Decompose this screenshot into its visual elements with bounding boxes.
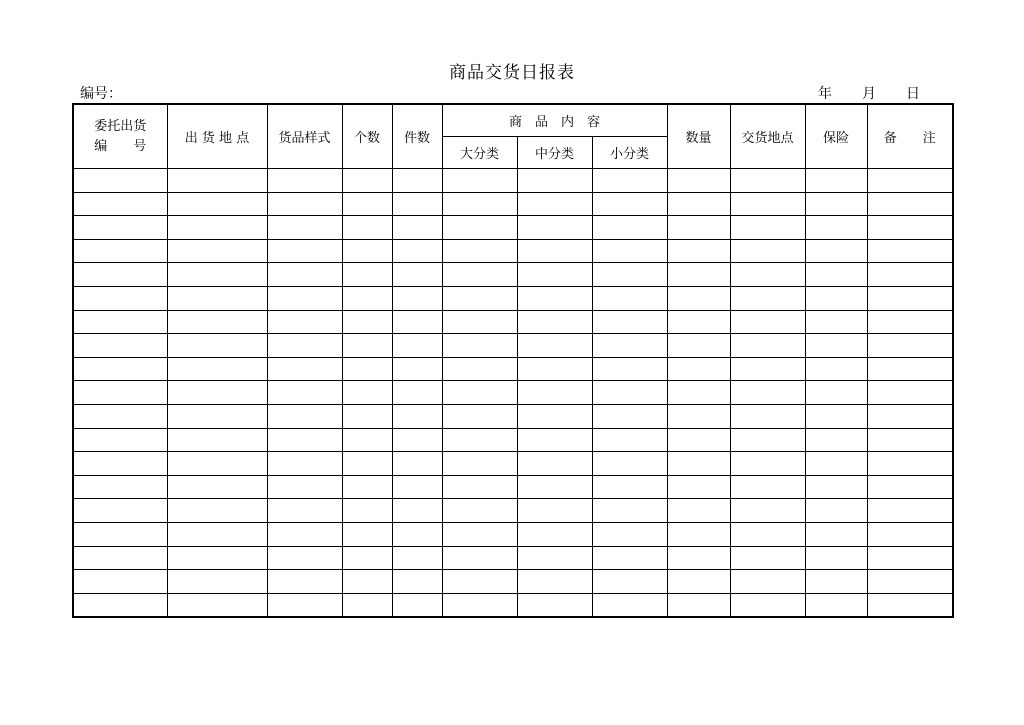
table-cell[interactable] xyxy=(805,475,867,499)
table-cell[interactable] xyxy=(730,546,805,570)
table-cell[interactable] xyxy=(517,334,592,358)
table-cell[interactable] xyxy=(805,452,867,476)
table-row xyxy=(73,239,953,263)
table-cell[interactable] xyxy=(73,428,167,452)
table-cell[interactable] xyxy=(667,570,730,594)
table-cell[interactable] xyxy=(392,381,442,405)
table-row xyxy=(73,310,953,334)
table-cell[interactable] xyxy=(342,192,392,216)
table-cell[interactable] xyxy=(73,334,167,358)
table-cell[interactable] xyxy=(267,499,342,523)
table-cell[interactable] xyxy=(342,169,392,193)
table-cell[interactable] xyxy=(517,593,592,617)
table-cell[interactable] xyxy=(392,310,442,334)
table-cell[interactable] xyxy=(73,381,167,405)
table-cell[interactable] xyxy=(342,357,392,381)
table-cell[interactable] xyxy=(592,169,667,193)
delivery-report-table xyxy=(72,103,954,618)
table-cell[interactable] xyxy=(867,263,953,287)
table-cell[interactable] xyxy=(442,522,517,546)
table-body xyxy=(73,169,953,618)
header-delivery-location: 交货地点 xyxy=(730,104,805,169)
table-cell[interactable] xyxy=(867,522,953,546)
table-cell[interactable] xyxy=(392,452,442,476)
table-cell[interactable] xyxy=(517,263,592,287)
header-content-group: 商 品 内 容 xyxy=(442,104,667,137)
table-cell[interactable] xyxy=(805,334,867,358)
table-cell[interactable] xyxy=(392,169,442,193)
table-cell[interactable] xyxy=(342,570,392,594)
table-cell[interactable] xyxy=(167,546,267,570)
table-cell[interactable] xyxy=(667,404,730,428)
table-row xyxy=(73,192,953,216)
table-cell[interactable] xyxy=(342,546,392,570)
table-cell[interactable] xyxy=(392,192,442,216)
table-cell[interactable] xyxy=(730,216,805,240)
table-cell[interactable] xyxy=(805,169,867,193)
table-cell[interactable] xyxy=(442,239,517,263)
table-cell[interactable] xyxy=(167,499,267,523)
table-cell[interactable] xyxy=(442,192,517,216)
table-cell[interactable] xyxy=(342,286,392,310)
table-cell[interactable] xyxy=(342,381,392,405)
table-cell[interactable] xyxy=(267,381,342,405)
table-cell[interactable] xyxy=(517,499,592,523)
table-cell[interactable] xyxy=(442,593,517,617)
table-cell[interactable] xyxy=(267,192,342,216)
header-mid-class: 中分类 xyxy=(517,137,592,169)
table-cell[interactable] xyxy=(342,263,392,287)
header-ship-location: 出 货 地 点 xyxy=(167,104,267,169)
table-cell[interactable] xyxy=(805,239,867,263)
table-cell[interactable] xyxy=(442,452,517,476)
table-cell[interactable] xyxy=(442,334,517,358)
table-cell[interactable] xyxy=(592,499,667,523)
table-cell[interactable] xyxy=(592,546,667,570)
header-goods-style: 货品样式 xyxy=(267,104,342,169)
table-cell[interactable] xyxy=(517,404,592,428)
table-cell[interactable] xyxy=(73,216,167,240)
header-consign-number xyxy=(73,104,167,169)
table-cell[interactable] xyxy=(730,357,805,381)
header-count: 个数 xyxy=(342,104,392,169)
table-cell[interactable] xyxy=(592,522,667,546)
table-cell[interactable] xyxy=(342,334,392,358)
table-cell[interactable] xyxy=(517,452,592,476)
table-cell[interactable] xyxy=(267,357,342,381)
header-minor-class: 小分类 xyxy=(592,137,667,169)
table-cell[interactable] xyxy=(730,310,805,334)
table-cell[interactable] xyxy=(867,570,953,594)
table-row xyxy=(73,216,953,240)
table-cell[interactable] xyxy=(517,169,592,193)
table-cell[interactable] xyxy=(167,310,267,334)
table-cell[interactable] xyxy=(342,522,392,546)
table-cell[interactable] xyxy=(730,192,805,216)
table-cell[interactable] xyxy=(392,286,442,310)
table-cell[interactable] xyxy=(867,428,953,452)
table-cell[interactable] xyxy=(267,428,342,452)
table-cell[interactable] xyxy=(805,263,867,287)
table-cell[interactable] xyxy=(592,570,667,594)
header-major-class: 大分类 xyxy=(442,137,517,169)
table-cell[interactable] xyxy=(167,169,267,193)
table-cell[interactable] xyxy=(730,452,805,476)
table-cell[interactable] xyxy=(342,475,392,499)
table-cell[interactable] xyxy=(667,546,730,570)
table-cell[interactable] xyxy=(730,286,805,310)
table-cell[interactable] xyxy=(667,286,730,310)
document-number-label: 编号： xyxy=(80,86,122,102)
table-row xyxy=(73,381,953,405)
table-cell[interactable] xyxy=(73,239,167,263)
table-row xyxy=(73,522,953,546)
table-cell[interactable] xyxy=(442,357,517,381)
table-cell[interactable] xyxy=(517,428,592,452)
table-cell[interactable] xyxy=(73,522,167,546)
table-cell[interactable] xyxy=(867,286,953,310)
table-cell[interactable] xyxy=(267,169,342,193)
table-cell[interactable] xyxy=(805,381,867,405)
table-cell[interactable] xyxy=(730,499,805,523)
table-cell[interactable] xyxy=(442,475,517,499)
table-cell[interactable] xyxy=(867,381,953,405)
table-cell[interactable] xyxy=(442,169,517,193)
table-cell[interactable] xyxy=(517,239,592,263)
table-cell[interactable] xyxy=(392,593,442,617)
table-cell[interactable] xyxy=(667,499,730,523)
table-cell[interactable] xyxy=(167,404,267,428)
table-cell[interactable] xyxy=(167,522,267,546)
table-cell[interactable] xyxy=(392,522,442,546)
table-cell[interactable] xyxy=(267,310,342,334)
table-cell[interactable] xyxy=(592,593,667,617)
table-cell[interactable] xyxy=(805,499,867,523)
table-cell[interactable] xyxy=(517,286,592,310)
table-cell[interactable] xyxy=(730,169,805,193)
table-cell[interactable] xyxy=(73,169,167,193)
table-cell[interactable] xyxy=(667,169,730,193)
year-label: 年 xyxy=(818,86,832,102)
table-cell[interactable] xyxy=(167,381,267,405)
table-row xyxy=(73,475,953,499)
table-row xyxy=(73,428,953,452)
table-cell[interactable] xyxy=(867,593,953,617)
table-cell[interactable] xyxy=(73,286,167,310)
table-cell[interactable] xyxy=(667,216,730,240)
table-cell[interactable] xyxy=(442,546,517,570)
table-cell[interactable] xyxy=(730,404,805,428)
table-cell[interactable] xyxy=(867,404,953,428)
date-label xyxy=(818,83,920,103)
table-cell[interactable] xyxy=(730,239,805,263)
table-cell[interactable] xyxy=(867,546,953,570)
table-cell[interactable] xyxy=(805,286,867,310)
table-cell[interactable] xyxy=(517,522,592,546)
table-cell[interactable] xyxy=(667,239,730,263)
table-cell[interactable] xyxy=(267,263,342,287)
table-cell[interactable] xyxy=(392,216,442,240)
table-cell[interactable] xyxy=(730,522,805,546)
table-cell[interactable] xyxy=(667,310,730,334)
table-cell[interactable] xyxy=(73,404,167,428)
table-cell[interactable] xyxy=(867,452,953,476)
table-cell[interactable] xyxy=(517,310,592,334)
table-cell[interactable] xyxy=(73,192,167,216)
table-cell[interactable] xyxy=(267,593,342,617)
table-cell[interactable] xyxy=(392,499,442,523)
table-cell[interactable] xyxy=(592,192,667,216)
table-cell[interactable] xyxy=(167,216,267,240)
header-consign-line1: 委托出货 xyxy=(94,118,147,134)
table-cell[interactable] xyxy=(167,286,267,310)
table-cell[interactable] xyxy=(167,570,267,594)
table-cell[interactable] xyxy=(267,286,342,310)
table-cell[interactable] xyxy=(592,239,667,263)
table-cell[interactable] xyxy=(442,381,517,405)
table-cell[interactable] xyxy=(267,334,342,358)
table-cell[interactable] xyxy=(267,546,342,570)
table-cell[interactable] xyxy=(267,239,342,263)
table-cell[interactable] xyxy=(667,192,730,216)
table-cell[interactable] xyxy=(167,475,267,499)
table-cell[interactable] xyxy=(730,263,805,287)
table-cell[interactable] xyxy=(267,570,342,594)
table-cell[interactable] xyxy=(392,546,442,570)
table-row xyxy=(73,499,953,523)
table-cell[interactable] xyxy=(667,381,730,405)
table-row xyxy=(73,404,953,428)
table-cell[interactable] xyxy=(805,216,867,240)
table-row xyxy=(73,452,953,476)
table-cell[interactable] xyxy=(73,475,167,499)
table-cell[interactable] xyxy=(730,334,805,358)
table-cell[interactable] xyxy=(342,499,392,523)
table-cell[interactable] xyxy=(392,570,442,594)
table-cell[interactable] xyxy=(805,570,867,594)
table-cell[interactable] xyxy=(592,357,667,381)
table-cell[interactable] xyxy=(667,452,730,476)
table-cell[interactable] xyxy=(342,216,392,240)
table-cell[interactable] xyxy=(867,475,953,499)
table-cell[interactable] xyxy=(867,334,953,358)
table-row xyxy=(73,169,953,193)
table-cell[interactable] xyxy=(592,428,667,452)
table-cell[interactable] xyxy=(442,216,517,240)
table-cell[interactable] xyxy=(592,334,667,358)
table-cell[interactable] xyxy=(73,452,167,476)
table-cell[interactable] xyxy=(667,357,730,381)
table-cell[interactable] xyxy=(73,570,167,594)
table-cell[interactable] xyxy=(805,522,867,546)
table-cell[interactable] xyxy=(392,357,442,381)
table-cell[interactable] xyxy=(592,452,667,476)
table-cell[interactable] xyxy=(805,593,867,617)
table-cell[interactable] xyxy=(867,499,953,523)
table-cell[interactable] xyxy=(392,239,442,263)
table-cell[interactable] xyxy=(167,334,267,358)
table-cell[interactable] xyxy=(267,522,342,546)
table-cell[interactable] xyxy=(342,452,392,476)
table-cell[interactable] xyxy=(167,192,267,216)
table-cell[interactable] xyxy=(667,334,730,358)
table-cell[interactable] xyxy=(805,192,867,216)
table-cell[interactable] xyxy=(667,522,730,546)
table-cell[interactable] xyxy=(667,475,730,499)
table-cell[interactable] xyxy=(392,404,442,428)
table-cell[interactable] xyxy=(517,546,592,570)
table-cell[interactable] xyxy=(867,357,953,381)
table-cell[interactable] xyxy=(342,593,392,617)
table-row xyxy=(73,263,953,287)
table-cell[interactable] xyxy=(517,381,592,405)
table-cell[interactable] xyxy=(442,428,517,452)
table-cell[interactable] xyxy=(592,475,667,499)
table-cell[interactable] xyxy=(167,452,267,476)
table-cell[interactable] xyxy=(867,216,953,240)
header-insurance: 保险 xyxy=(805,104,867,169)
table-row xyxy=(73,593,953,617)
table-cell[interactable] xyxy=(392,428,442,452)
table-cell[interactable] xyxy=(730,570,805,594)
table-cell[interactable] xyxy=(267,404,342,428)
table-cell[interactable] xyxy=(592,216,667,240)
table-row xyxy=(73,570,953,594)
table-cell[interactable] xyxy=(73,546,167,570)
table-cell[interactable] xyxy=(517,357,592,381)
header-row xyxy=(73,104,953,137)
table-cell[interactable] xyxy=(592,381,667,405)
table-cell[interactable] xyxy=(805,428,867,452)
table-cell[interactable] xyxy=(592,404,667,428)
table-cell[interactable] xyxy=(267,452,342,476)
table-cell[interactable] xyxy=(867,239,953,263)
table-cell[interactable] xyxy=(392,475,442,499)
table-cell[interactable] xyxy=(442,263,517,287)
table-cell[interactable] xyxy=(730,381,805,405)
table-cell[interactable] xyxy=(517,216,592,240)
table-cell[interactable] xyxy=(730,428,805,452)
table-cell[interactable] xyxy=(73,263,167,287)
table-cell[interactable] xyxy=(73,310,167,334)
table-cell[interactable] xyxy=(167,428,267,452)
table-cell[interactable] xyxy=(267,216,342,240)
table-cell[interactable] xyxy=(730,593,805,617)
table-cell[interactable] xyxy=(867,169,953,193)
table-cell[interactable] xyxy=(442,286,517,310)
table-cell[interactable] xyxy=(442,404,517,428)
table-cell[interactable] xyxy=(667,428,730,452)
table-cell[interactable] xyxy=(73,499,167,523)
table-cell[interactable] xyxy=(592,286,667,310)
header-quantity: 数量 xyxy=(667,104,730,169)
table-cell[interactable] xyxy=(517,570,592,594)
month-label: 月 xyxy=(862,86,876,102)
table-row xyxy=(73,334,953,358)
table-cell[interactable] xyxy=(517,475,592,499)
table-cell[interactable] xyxy=(392,263,442,287)
table-cell[interactable] xyxy=(167,239,267,263)
table-cell[interactable] xyxy=(342,239,392,263)
page-title: 商品交货日报表 xyxy=(449,63,575,83)
table-cell[interactable] xyxy=(442,499,517,523)
table-row xyxy=(73,357,953,381)
table-cell[interactable] xyxy=(73,357,167,381)
header-pieces: 件数 xyxy=(392,104,442,169)
table-cell[interactable] xyxy=(805,357,867,381)
table-cell[interactable] xyxy=(667,593,730,617)
table-cell[interactable] xyxy=(342,428,392,452)
table-cell[interactable] xyxy=(592,263,667,287)
table-cell[interactable] xyxy=(342,310,392,334)
header-consign-line2: 编 号 xyxy=(94,138,147,154)
table-cell[interactable] xyxy=(442,310,517,334)
table-cell[interactable] xyxy=(167,357,267,381)
table-row xyxy=(73,546,953,570)
table-cell[interactable] xyxy=(342,404,392,428)
table-cell[interactable] xyxy=(392,334,442,358)
header-remarks: 备 注 xyxy=(867,104,953,169)
table-cell[interactable] xyxy=(867,310,953,334)
table-cell[interactable] xyxy=(517,192,592,216)
table-cell[interactable] xyxy=(805,546,867,570)
table-row xyxy=(73,286,953,310)
table-cell[interactable] xyxy=(667,263,730,287)
table-cell[interactable] xyxy=(167,263,267,287)
table-cell[interactable] xyxy=(442,570,517,594)
table-cell[interactable] xyxy=(592,310,667,334)
table-cell[interactable] xyxy=(805,310,867,334)
table-cell[interactable] xyxy=(730,475,805,499)
table-cell[interactable] xyxy=(73,593,167,617)
table-cell[interactable] xyxy=(867,192,953,216)
table-cell[interactable] xyxy=(805,404,867,428)
table-cell[interactable] xyxy=(167,593,267,617)
table-cell[interactable] xyxy=(267,475,342,499)
day-label: 日 xyxy=(906,86,920,102)
